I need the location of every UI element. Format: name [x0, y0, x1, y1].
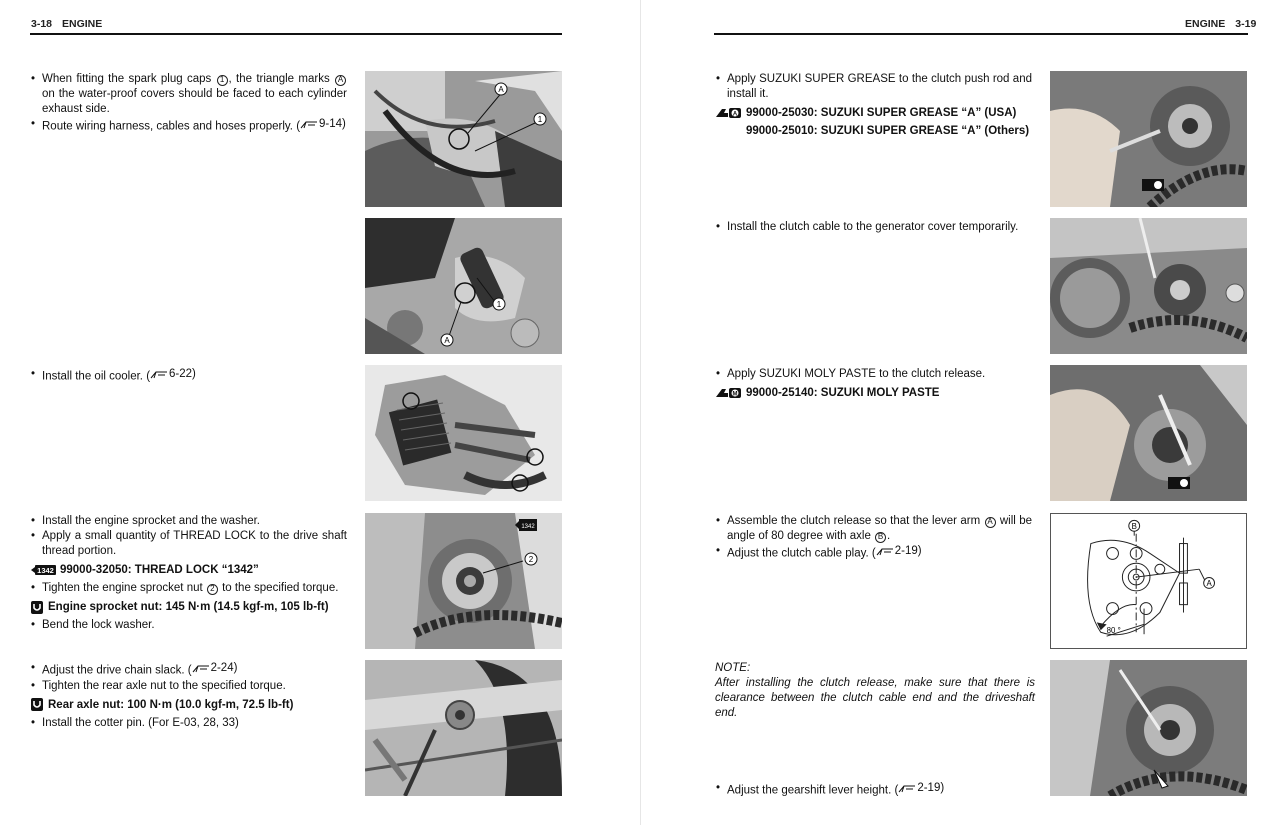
callout-marker: A — [335, 75, 346, 86]
moly-paste-icon — [716, 387, 742, 399]
svg-text:1342: 1342 — [37, 566, 54, 575]
bullet-item: • Install the engine sprocket and the washer. — [31, 514, 347, 529]
clutch-release-angle-diagram — [1050, 513, 1247, 649]
cross-reference-link[interactable]: 6-22) — [150, 367, 196, 382]
photo-label-1: 1 — [537, 115, 543, 124]
photo-label-tag: 1342 — [521, 524, 535, 530]
section-note — [715, 661, 1035, 721]
clutch-photo-push-rod — [1050, 71, 1247, 207]
bullet-item: • Install the cotter pin. (For E-03, 28, 33) — [31, 716, 347, 731]
cross-reference-link[interactable]: 2-24) — [192, 661, 238, 676]
clutch-photo-cable — [1050, 218, 1247, 354]
grease-spec-alt: 99000-25010: SUZUKI SUPER GREASE “A” (Others) — [746, 125, 1030, 137]
grease-icon — [716, 107, 742, 119]
engine-photo-sprocket — [365, 513, 562, 649]
torque-wrench-icon — [31, 698, 43, 711]
thread-lock-icon — [31, 564, 57, 576]
chapter-title: ENGINE — [1185, 18, 1226, 30]
reference-hand-icon — [150, 370, 168, 380]
bullet-item: • Tighten the engine sprocket nut 2 to the specified torque. — [31, 581, 347, 596]
callout-marker: B — [875, 532, 886, 543]
bullet-item: • Tighten the rear axle nut to the specified torque. — [31, 679, 347, 694]
photo-label-a: A — [444, 336, 450, 345]
section-gearshift — [716, 781, 1032, 799]
callout-marker: A — [985, 517, 996, 528]
section-spark-plug — [31, 72, 347, 135]
engine-photo-spark-plug-2 — [365, 218, 562, 354]
motorcycle-photo-rear-axle — [365, 660, 562, 796]
section-clutch-cable — [716, 220, 1032, 235]
section-engine-sprocket — [31, 514, 347, 633]
header-rule — [714, 33, 1248, 35]
photo-label-2: 2 — [528, 555, 534, 564]
moly-paste-spec: M 99000-25140: SUZUKI MOLY PASTE — [716, 385, 1032, 401]
engine-photo-oil-cooler — [365, 365, 562, 501]
section-clutch-lever-angle — [716, 514, 1032, 562]
bullet-item: • Assemble the clutch release so that the lever arm A will be angle of 80 degree with axle B . — [716, 514, 1032, 544]
photo-label-1: 1 — [496, 300, 502, 309]
reference-hand-icon — [192, 664, 210, 674]
cross-reference-link[interactable]: 2-19) — [898, 781, 944, 796]
note-text: After installing the clutch release, make sure that there is clearance between the clutch cable end and the driveshaft end. — [715, 677, 1035, 719]
engine-photo-spark-plug-1 — [365, 71, 562, 207]
svg-text:A: A — [732, 111, 738, 118]
reference-hand-icon — [300, 120, 318, 130]
grease-spec: A 99000-25030: SUZUKI SUPER GREASE “A” (USA) — [716, 105, 1032, 121]
bullet-item: • Adjust the gearshift lever height. ( 2-19) — [716, 781, 1032, 799]
diagram-label-b: B — [1131, 521, 1137, 531]
reference-hand-icon — [898, 784, 916, 794]
torque-wrench-icon — [31, 601, 43, 614]
bullet-item: • Adjust the clutch cable play. ( 2-19) — [716, 544, 1032, 562]
torque-spec: Engine sprocket nut: 145 N·m (14.5 kgf-m, 105 lb-ft) — [31, 599, 347, 615]
section-clutch-push-rod — [716, 72, 1032, 139]
bullet-item: • Install the oil cooler. ( 6-22) — [31, 367, 347, 385]
chapter-title: ENGINE — [62, 18, 103, 30]
header-rule — [30, 33, 562, 35]
right-page-header — [1185, 18, 1256, 30]
photo-label-a: A — [498, 85, 504, 94]
right-page — [640, 0, 1280, 825]
callout-marker: 1 — [217, 75, 228, 86]
bullet-item: • Adjust the drive chain slack. ( 2-24) — [31, 661, 347, 679]
cross-reference-link[interactable]: 9-14) — [300, 117, 346, 132]
clutch-photo-driveshaft-end — [1050, 660, 1247, 796]
page-number: 3-19 — [1235, 18, 1257, 30]
bullet-item: • Bend the lock washer. — [31, 618, 347, 633]
bullet-item: • Apply a small quantity of THREAD LOCK to the drive shaft thread portion. — [31, 529, 347, 559]
bullet-item: • Apply SUZUKI SUPER GREASE to the clutch push rod and install it. — [716, 72, 1032, 102]
diagram-label-a: A — [1206, 578, 1212, 588]
svg-text:M: M — [732, 391, 738, 398]
torque-spec: Rear axle nut: 100 N·m (10.0 kgf-m, 72.5 lb-ft) — [31, 697, 347, 713]
cross-reference-link[interactable]: 2-19) — [876, 544, 922, 559]
section-clutch-release-paste — [716, 367, 1032, 404]
left-page-header — [31, 18, 102, 30]
note-title: NOTE: — [715, 662, 751, 674]
reference-hand-icon — [876, 547, 894, 557]
section-oil-cooler — [31, 367, 347, 385]
page-number: 3-18 — [31, 18, 53, 30]
bullet-item: • Install the clutch cable to the generator cover temporarily. — [716, 220, 1032, 235]
section-rear-axle — [31, 661, 347, 731]
bullet-item: • Route wiring harness, cables and hoses properly. ( 9-14) — [31, 117, 347, 135]
thread-lock-spec: 1342 99000-32050: THREAD LOCK “1342” — [31, 562, 347, 578]
callout-marker: 2 — [207, 584, 218, 595]
clutch-photo-release — [1050, 365, 1247, 501]
bullet-item: • When fitting the spark plug caps 1 , the triangle marks A on the water-proof covers should be faced to each cylinder exhaust side. — [31, 72, 347, 117]
diagram-angle-label: 80 ° — [1106, 626, 1121, 636]
bullet-item: • Apply SUZUKI MOLY PASTE to the clutch release. — [716, 367, 1032, 382]
